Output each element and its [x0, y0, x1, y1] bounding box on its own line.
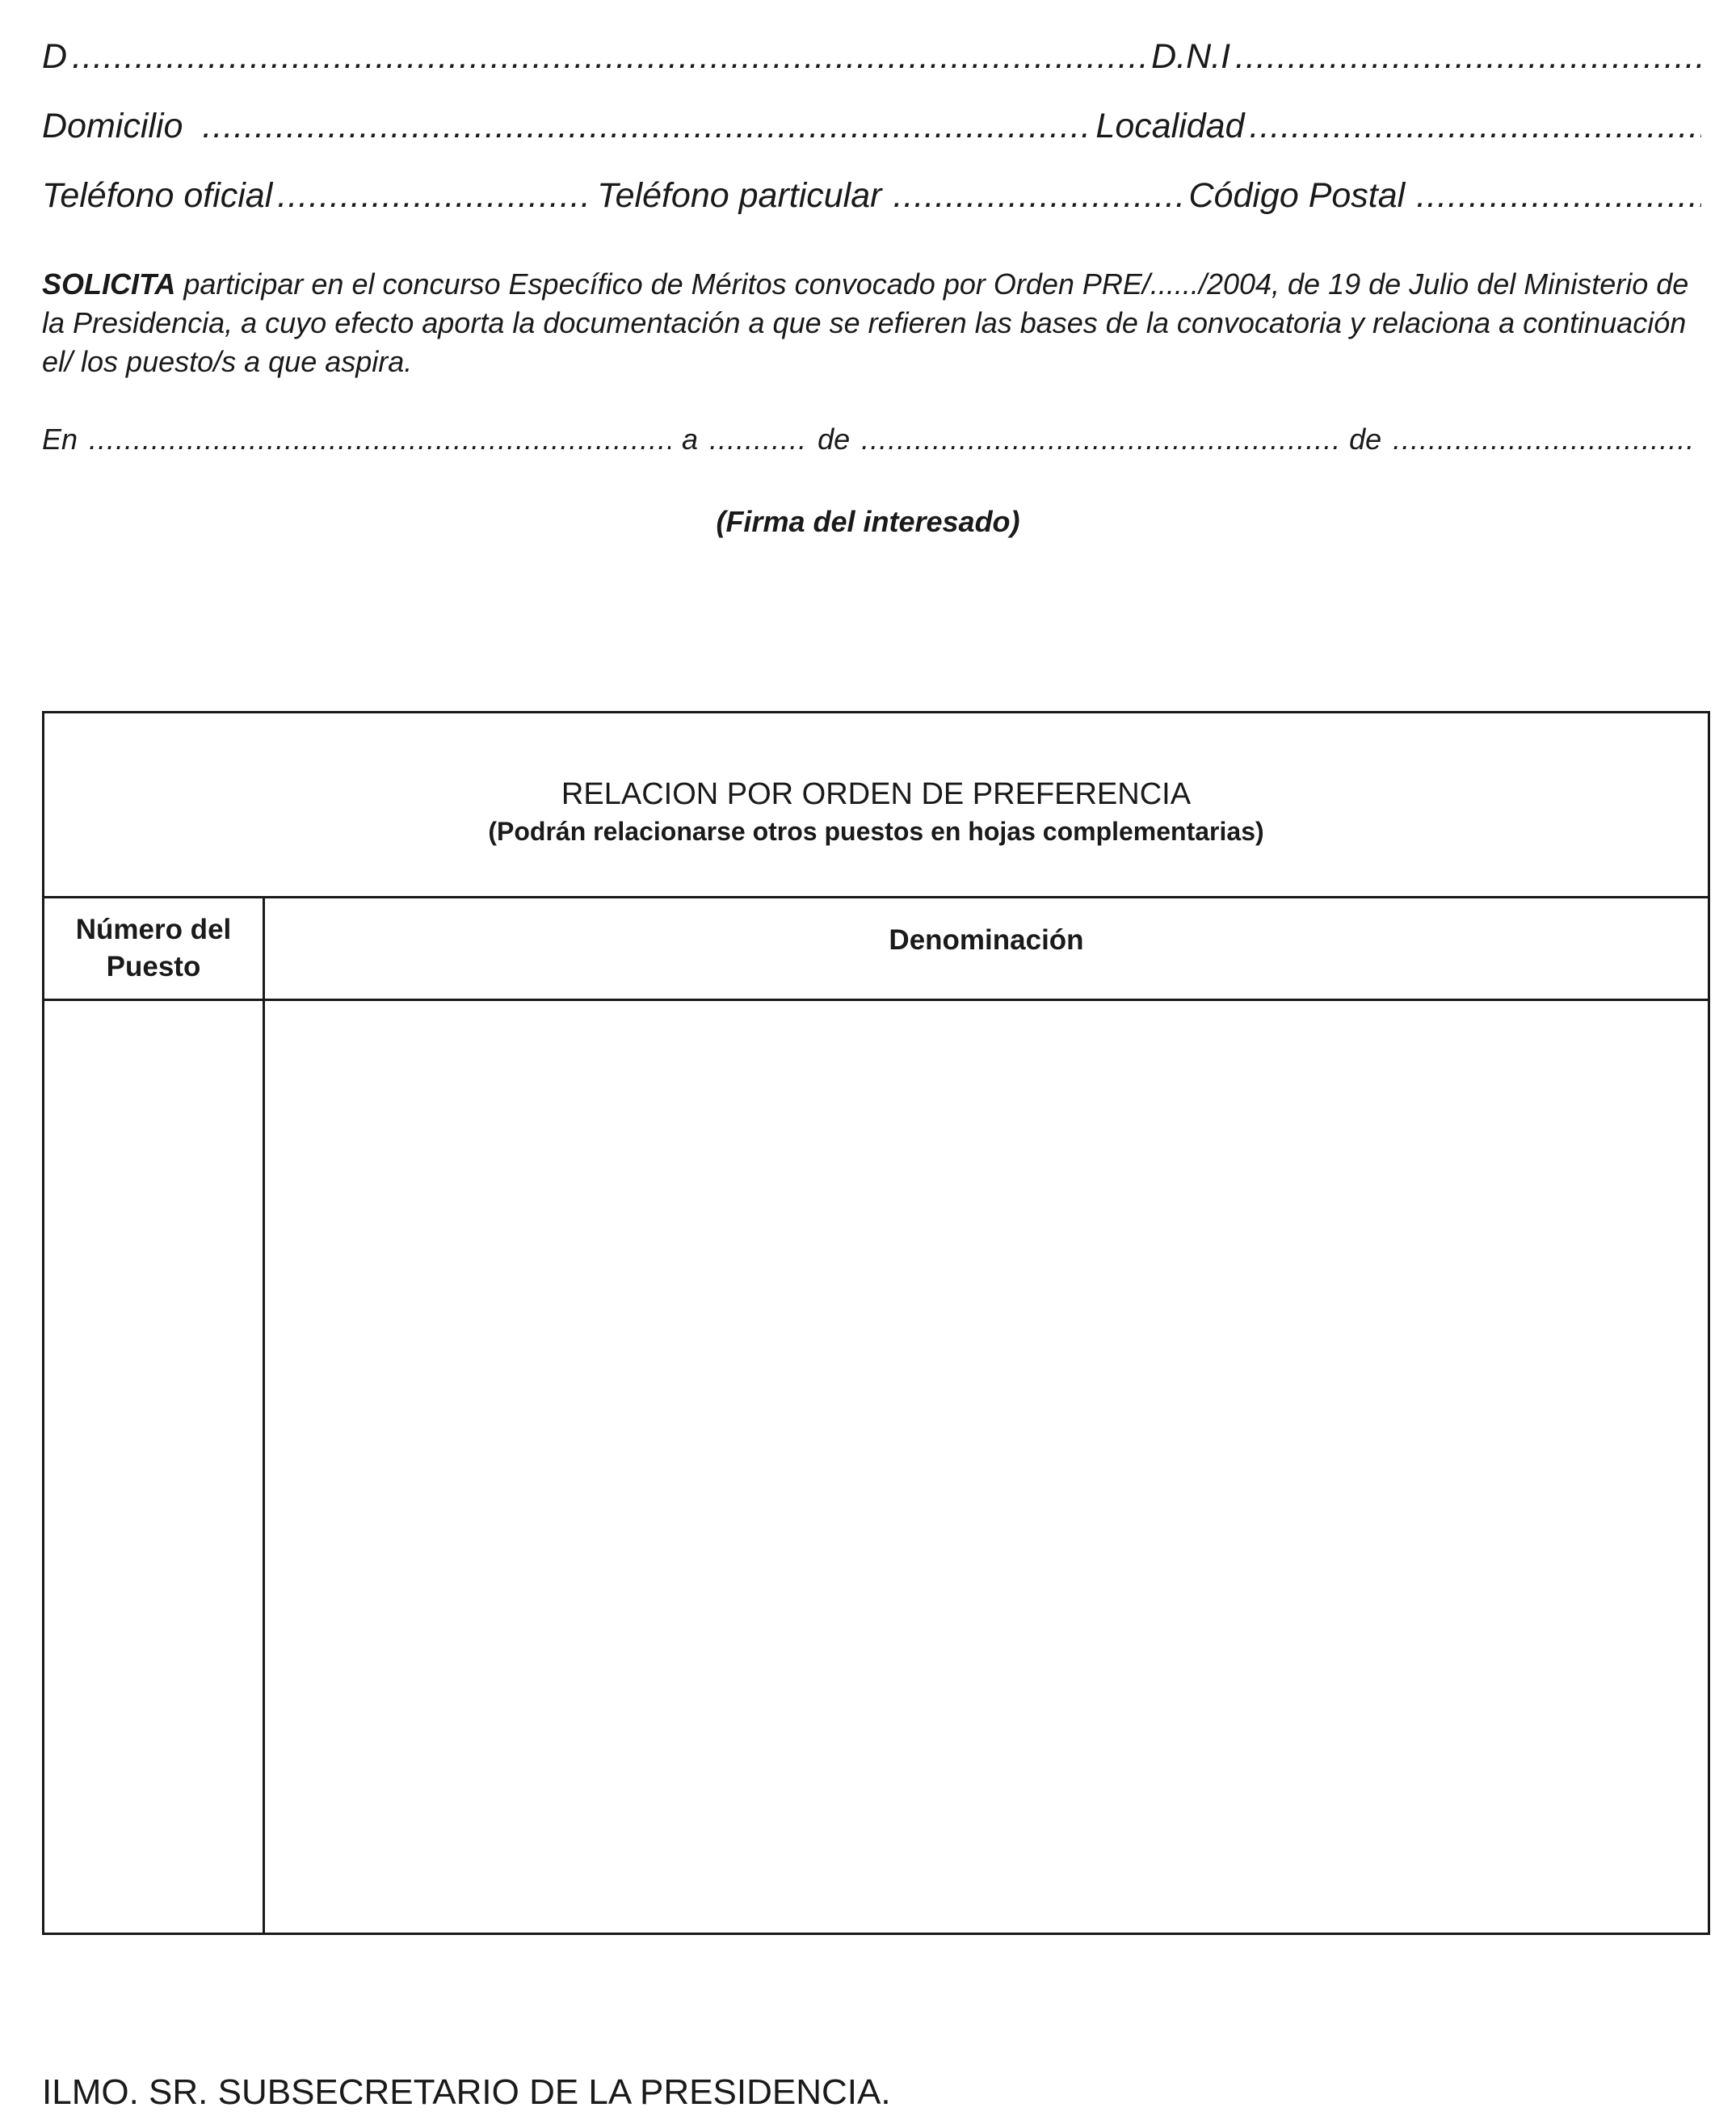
denominacion-entry-area[interactable] — [265, 1001, 1708, 1933]
column-headers — [44, 898, 1708, 1001]
domicilio-field[interactable] — [202, 103, 1091, 149]
signature-caption: (Firma del interesado) — [716, 505, 1020, 538]
dni-field[interactable] — [1235, 34, 1701, 79]
numero-entry-area[interactable] — [44, 1001, 265, 1933]
telefono-particular-label: Teléfono particular — [597, 176, 882, 215]
codigo-postal-field[interactable] — [1416, 173, 1701, 218]
address-line — [42, 103, 1706, 149]
table-title: RELACION POR ORDEN DE PREFERENCIA — [561, 777, 1192, 811]
telefono-particular-field[interactable] — [893, 173, 1183, 218]
anio-field[interactable] — [1393, 420, 1695, 459]
column-header-numero-line2: Puesto — [106, 951, 201, 982]
table-subtitle: (Podrán relacionarse otros puestos en hojas complementarias) — [488, 817, 1264, 846]
codigo-postal-label: Código Postal — [1188, 176, 1406, 215]
solicitud-paragraph — [42, 265, 1698, 381]
applicant-name-line — [42, 34, 1706, 79]
phone-line — [42, 173, 1706, 218]
de-label-1: de — [818, 423, 851, 456]
column-header-numero — [44, 898, 265, 999]
solicita-keyword: SOLICITA — [42, 267, 176, 301]
preference-table — [42, 711, 1710, 1935]
table-header — [44, 713, 1708, 898]
telefono-oficial-field[interactable] — [277, 173, 592, 218]
dni-label: D.N.I — [1151, 37, 1231, 76]
date-line — [42, 420, 1706, 459]
de-label-2: de — [1349, 423, 1382, 456]
column-header-numero-line1: Número del — [75, 914, 232, 945]
addressee: ILMO. SR. SUBSECRETARIO DE LA PRESIDENCIA. — [42, 2072, 891, 2112]
name-label: D — [42, 37, 68, 76]
domicilio-label: Domicilio — [42, 107, 183, 145]
telefono-oficial-label: Teléfono oficial — [42, 176, 273, 215]
a-label: a — [682, 423, 699, 456]
dia-field[interactable] — [709, 420, 806, 459]
localidad-field[interactable] — [1250, 103, 1701, 149]
name-field[interactable] — [72, 34, 1146, 79]
localidad-label: Localidad — [1095, 107, 1245, 145]
lugar-field[interactable] — [89, 420, 670, 459]
column-header-denominacion: Denominación — [889, 924, 1084, 956]
solicitud-text: participar en el concurso Específico de Méritos convocado por Orden PRE/....../2004, de 19 de Julio del Ministerio de la Presidencia, a cuyo efecto aporta la documentación a que se refieren las bases de la convocatoria y relaciona a continuación el/ los puesto/s a que aspira. — [42, 267, 1689, 378]
en-label: En — [42, 423, 78, 456]
mes-field[interactable] — [861, 420, 1338, 459]
